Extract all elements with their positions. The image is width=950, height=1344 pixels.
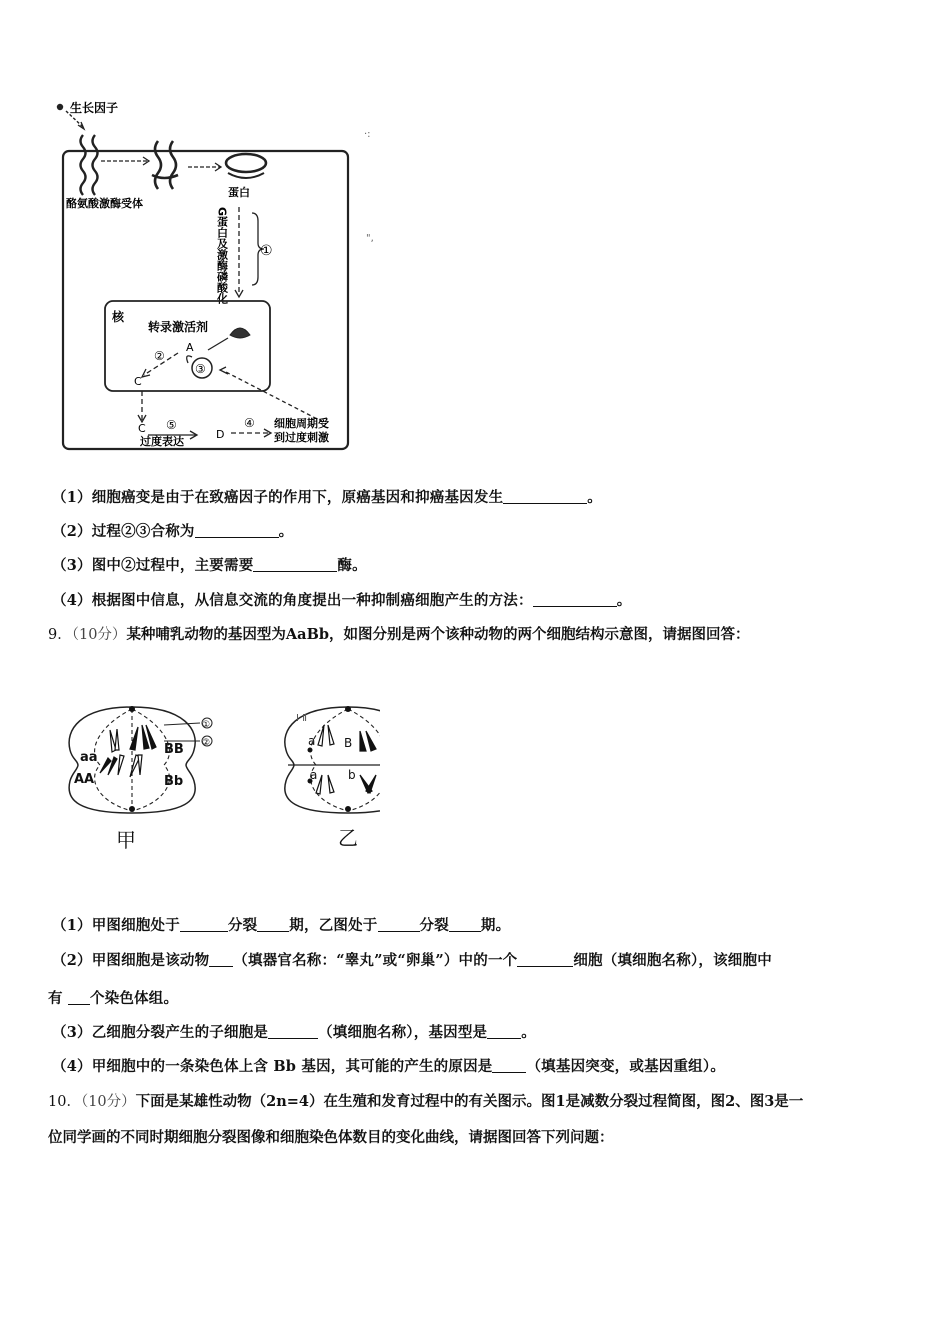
- cascade-label: G蛋白及激酶磷酸化: [215, 207, 229, 305]
- yi-top-label: Ⅰ Ⅱ: [296, 713, 308, 724]
- q8-part4-blank[interactable]: [533, 592, 617, 607]
- q8-part4: （4）根据图中信息，从信息交流的角度提出一种抑制癌细胞产生的方法： 。: [52, 592, 632, 609]
- jia-Bb-label: Bb: [164, 774, 184, 789]
- figure-jia-label: 甲: [116, 828, 136, 852]
- step-3-label: ③: [195, 362, 206, 376]
- q9-part2-cont: 有 个染色体组。: [48, 990, 179, 1007]
- mrna-C-label: C: [134, 375, 142, 388]
- q8-part1: （1）细胞癌变是由于在致癌因子的作用下，原癌基因和抑癌基因发生 。: [52, 489, 602, 506]
- q9-part2-blank2[interactable]: [517, 952, 573, 967]
- q9-part4: （4）甲细胞中的一条染色体上含 Bb 基因，其可能的产生的原因是 （填基因突变，或基因重组）。: [52, 1058, 726, 1075]
- activator-icon: [230, 328, 250, 338]
- q9-part2: （2）甲图细胞是该动物 （填器官名称：“睾丸”或“卵巢”）中的一个 细胞（填细胞名称），该细胞中: [52, 952, 772, 969]
- cycle-label-line1: 细胞周期受: [274, 417, 329, 430]
- growth-factor-label: 生长因子: [70, 101, 119, 115]
- jia-AA-label: AA: [74, 772, 95, 787]
- q8-part2: （2）过程②③合称为 。: [52, 523, 294, 540]
- protein-label: 蛋白: [228, 186, 250, 199]
- D-label: D: [216, 428, 225, 441]
- q10-stem-line2: 位同学画的不同时期细胞分裂图像和细胞染色体数目的变化曲线，请据图回答下列问题：: [48, 1129, 614, 1146]
- jia-marker-1: ①: [202, 720, 211, 730]
- activated-receptor-icon: [152, 141, 178, 189]
- chromosomes-jia: [100, 725, 156, 777]
- yi-b-label: b: [348, 768, 356, 782]
- q8-part3: （3）图中②过程中，主要需要 酶。: [52, 557, 367, 574]
- q9-part4-blank[interactable]: [492, 1058, 526, 1073]
- q8-part1-blank[interactable]: [503, 489, 587, 504]
- receptor-icon: [81, 135, 98, 195]
- svg-text:",: ",: [366, 233, 374, 244]
- q9-part1-blank2[interactable]: [257, 917, 289, 932]
- q9-part1-blank3[interactable]: [378, 917, 420, 932]
- q9-part2-blank3[interactable]: [68, 990, 90, 1005]
- growth-factor-icon: [57, 104, 63, 110]
- yi-B-label: B: [344, 736, 353, 750]
- yi-a2-label: a: [310, 768, 318, 782]
- figure-yi-label: 乙: [338, 826, 358, 850]
- jia-marker-2: ②: [202, 738, 211, 748]
- step-5-label: ⑤: [166, 418, 177, 432]
- q9-part3: （3）乙细胞分裂产生的子细胞是 （填细胞名称），基因型是 。: [52, 1024, 536, 1041]
- q9-part1-blank1[interactable]: [180, 917, 228, 932]
- q9-stem: 9．（10分）某种哺乳动物的基因型为AaBb，如图分别是两个该种动物的两个细胞结构示意图，请据图回答：: [48, 626, 750, 643]
- q9-part3-blank1[interactable]: [268, 1024, 318, 1039]
- cell-membrane: [63, 151, 348, 449]
- step-1-label: ①: [260, 243, 273, 259]
- cycle-label-line2: 到过度刺激: [274, 431, 329, 444]
- gene-A-label: A: [186, 341, 194, 354]
- q9-part1-blank4[interactable]: [449, 917, 481, 932]
- q8-part2-blank[interactable]: [195, 523, 279, 538]
- step-4-label: ④: [244, 416, 255, 430]
- svg-text:·:: ·:: [364, 129, 371, 140]
- q9-part3-blank2[interactable]: [487, 1024, 521, 1039]
- jia-BB-label: BB: [164, 742, 184, 757]
- signal-pathway-figure: [48, 95, 388, 465]
- q8-part3-blank[interactable]: [253, 557, 337, 572]
- transcription-activator-label: 转录激活剂: [148, 320, 209, 334]
- g-protein-icon: [226, 154, 266, 178]
- protein-C-label: C: [138, 422, 146, 435]
- cell-figures: [60, 695, 380, 860]
- q9-part2-blank1[interactable]: [209, 952, 233, 967]
- receptor-label: 酪氨酸激酶受体: [66, 197, 143, 210]
- jia-aa-label: aa: [80, 750, 98, 765]
- yi-a1-label: a: [308, 734, 316, 748]
- nucleus-label: 核: [112, 310, 125, 324]
- q9-part1: （1）甲图细胞处于 分裂 期，乙图处于 分裂 期。: [52, 917, 511, 934]
- overexpression-label: 过度表达: [140, 435, 184, 448]
- step-2-label: ②: [154, 349, 165, 363]
- q10-stem-line1: 10．（10分）下面是某雄性动物（2n=4）在生殖和发育过程中的有关图示。图1是减数分裂过程简图，图2、图3是一: [48, 1093, 804, 1110]
